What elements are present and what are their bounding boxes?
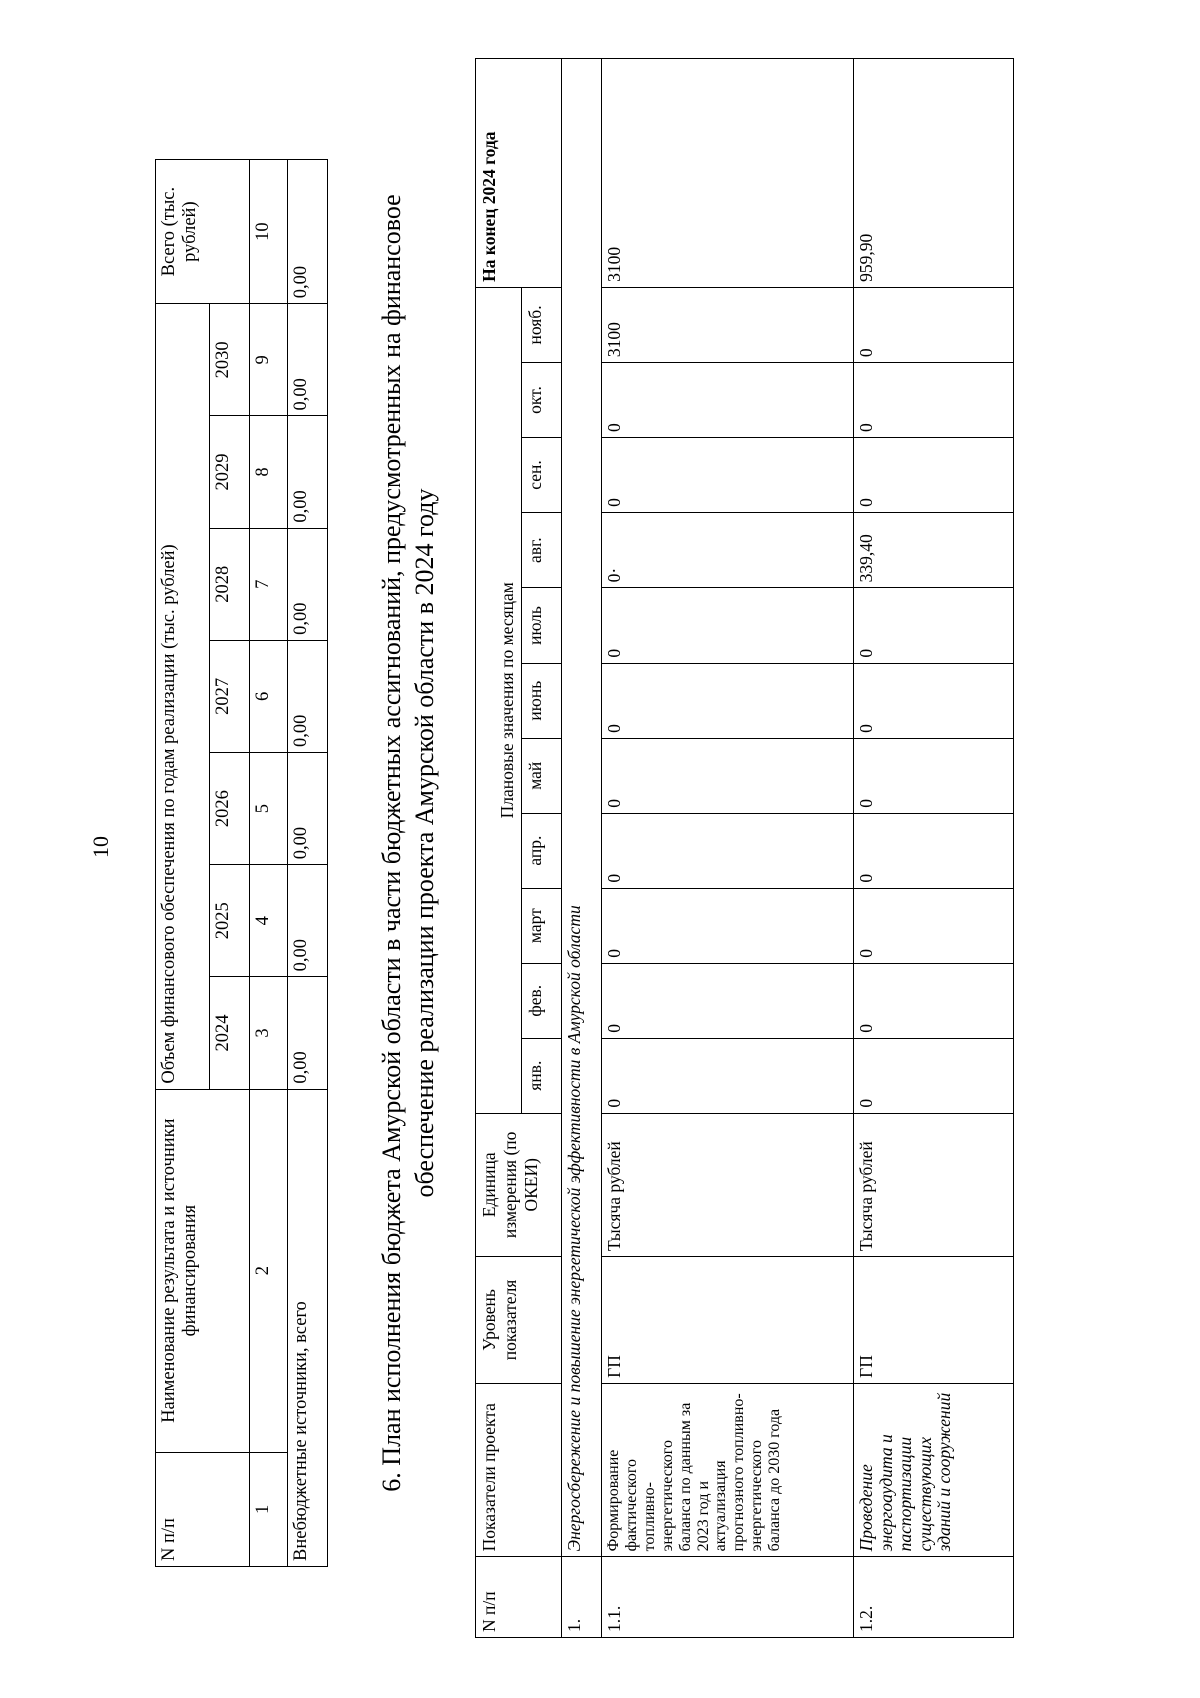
header-year: 2028 [210, 528, 250, 640]
row-month-value: 0 [602, 663, 854, 738]
header-year: 2027 [210, 640, 250, 752]
row-month-value: 0 [854, 437, 1014, 512]
col-number: 7 [250, 528, 288, 640]
header-end: На конец 2024 года [476, 59, 562, 288]
heading-line-1: 6. План исполнения бюджета Амурской области в части бюджетных ассигнований, предусмотренных на финансовое [377, 194, 406, 1492]
row-value: 0,00 [288, 865, 328, 977]
row-month-value: 0 [854, 738, 1014, 813]
col-number: 2 [250, 1089, 288, 1452]
row-num: 1.2. [854, 1557, 1014, 1638]
row-month-value: 0 [854, 1038, 1014, 1113]
row-end-value: 959,90 [854, 59, 1014, 288]
budget-plan-table [475, 58, 1014, 1638]
header-num: N п/п [156, 1452, 250, 1566]
header-level: Уровень показателя [476, 1256, 562, 1383]
row-value: 0,00 [288, 977, 328, 1089]
row-num: 1.1. [602, 1557, 854, 1638]
header-year: 2025 [210, 865, 250, 977]
row-month-value: 339,40 [854, 512, 1014, 587]
row-level: ГП [602, 1256, 854, 1383]
table-row [602, 59, 854, 1638]
row-label: Внебюджетные источники, всего [288, 1089, 328, 1566]
financing-table [155, 159, 328, 1567]
header-month: нояб. [522, 287, 562, 362]
row-month-value: 0· [602, 512, 854, 587]
row-unit: Тысяча рублей [602, 1113, 854, 1256]
row-month-value: 0 [602, 437, 854, 512]
header-month: май [522, 738, 562, 813]
col-number: 9 [250, 304, 288, 416]
page-number: 10 [88, 836, 113, 858]
row-month-value: 0 [854, 287, 1014, 362]
row-month-value: 0 [602, 588, 854, 663]
row-month-value: 0 [602, 363, 854, 438]
row-unit: Тысяча рублей [854, 1113, 1014, 1256]
row-month-value: 0 [602, 1038, 854, 1113]
header-year: 2024 [210, 977, 250, 1089]
row-month-value: 3100 [602, 287, 854, 362]
row-level: ГП [854, 1256, 1014, 1383]
header-year: 2029 [210, 416, 250, 528]
row-month-value: 0 [602, 963, 854, 1038]
header-month: авг. [522, 512, 562, 587]
row-month-value: 0 [854, 663, 1014, 738]
row-value: 0,00 [288, 160, 328, 304]
header-month: июль [522, 588, 562, 663]
header-num: N п/п [476, 1557, 562, 1638]
col-number: 8 [250, 416, 288, 528]
header-year: 2030 [210, 304, 250, 416]
row-month-value: 0 [854, 813, 1014, 888]
row-value: 0,00 [288, 528, 328, 640]
row-month-value: 0 [602, 813, 854, 888]
row-end-value: 3100 [602, 59, 854, 288]
header-unit: Единица измерения (по ОКЕИ) [476, 1113, 562, 1256]
row-month-value: 0 [854, 363, 1014, 438]
row-name: Проведение энергоаудита и паспортизации существующих зданий и сооружений [854, 1383, 1014, 1557]
row-value: 0,00 [288, 416, 328, 528]
header-indicator: Показатели проекта [476, 1383, 562, 1557]
row-value: 0,00 [288, 640, 328, 752]
col-number: 4 [250, 865, 288, 977]
table-row [854, 59, 1014, 1638]
header-year: 2026 [210, 753, 250, 865]
section-num: 1. [562, 1557, 602, 1638]
row-month-value: 0 [602, 738, 854, 813]
header-name: Наименование результата и источники финансирования [156, 1089, 250, 1452]
row-name: Формирование фактического топливно-энергетического баланса по данным за 2023 год и актуализация прогнозного топливно-энергетического баланса до 2030 года [602, 1383, 854, 1557]
row-month-value: 0 [602, 888, 854, 963]
header-month: фев. [522, 963, 562, 1038]
header-plan: Плановые значения по месяцам [476, 287, 522, 1113]
col-number: 5 [250, 753, 288, 865]
header-month: апр. [522, 813, 562, 888]
row-month-value: 0 [854, 963, 1014, 1038]
row-value: 0,00 [288, 753, 328, 865]
header-month: июнь [522, 663, 562, 738]
header-volume: Объем финансового обеспечения по годам реализации (тыс. рублей) [156, 304, 210, 1089]
row-value: 0,00 [288, 304, 328, 416]
header-total: Всего (тыс. рублей) [156, 160, 250, 304]
header-month: янв. [522, 1038, 562, 1113]
col-number: 3 [250, 977, 288, 1089]
header-month: март [522, 888, 562, 963]
row-month-value: 0 [854, 588, 1014, 663]
header-month: окт. [522, 363, 562, 438]
row-month-value: 0 [854, 888, 1014, 963]
heading-line-2: обеспечение реализации проекта Амурской области в 2024 году [410, 488, 439, 1198]
col-number: 1 [250, 1452, 288, 1566]
header-month: сен. [522, 437, 562, 512]
section-heading [375, 128, 441, 1558]
section-title: Энергосбережение и повышение энергетической эффективности в Амурской области [562, 59, 602, 1557]
col-number: 10 [250, 160, 288, 304]
col-number: 6 [250, 640, 288, 752]
